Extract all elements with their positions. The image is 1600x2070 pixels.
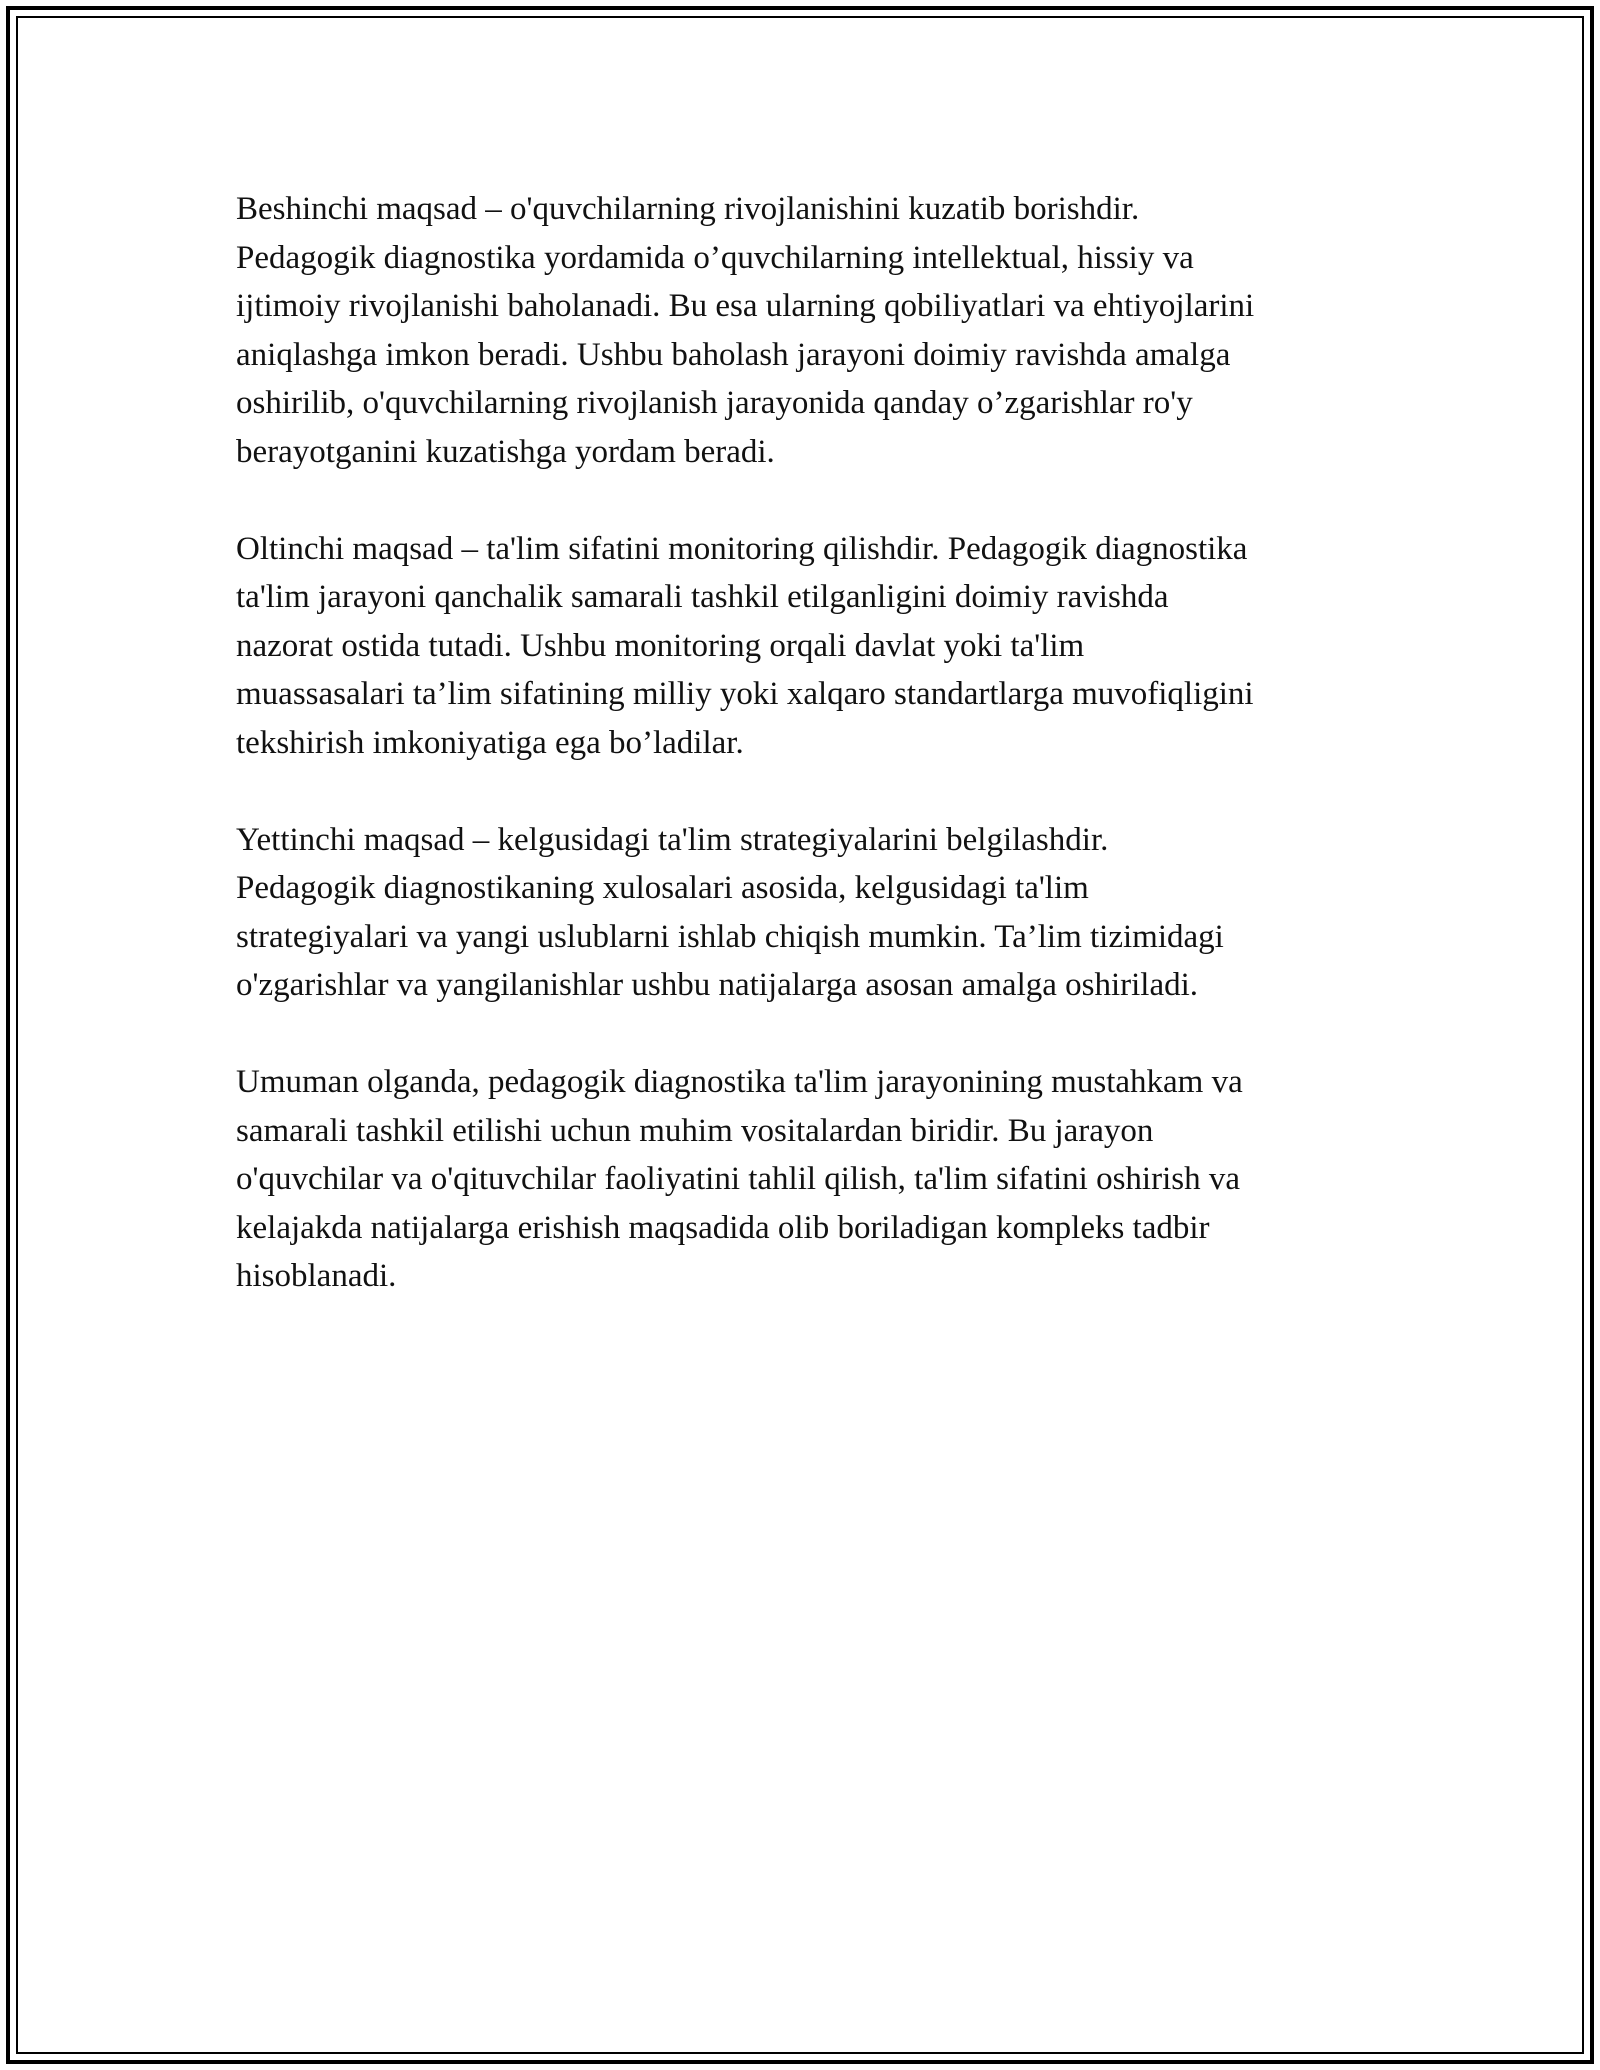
text-line: Pedagogik diagnostika yordamida o’quvchilarning intellektual, hissiy va: [236, 239, 1194, 276]
text-line: Oltinchi maqsad – ta'lim sifatini monitoring qilishdir. Pedagogik diagnostika: [236, 530, 1248, 567]
text-line: strategiyalari va yangi uslublarni ishlab chiqish mumkin. Ta’lim tizimidagi: [236, 918, 1224, 955]
text-line: tekshirish imkoniyatiga ega bo’ladilar.: [236, 724, 744, 761]
text-line: hisoblanadi.: [236, 1258, 397, 1294]
text-line: samarali tashkil etilishi uchun muhim vositalardan biridir. Bu jarayon: [236, 1112, 1154, 1149]
text-line: oshirilib, o'quvchilarning rivojlanish jarayonida qanday o’zgarishlar ro'y: [236, 385, 1193, 421]
paragraph-yettinchi-maqsad: [236, 816, 1386, 1010]
text-line: nazorat ostida tutadi. Ushbu monitoring orqali davlat yoki ta'lim: [236, 627, 1085, 664]
text-line: Umuman olganda, pedagogik diagnostika ta'lim jarayonining mustahkam va: [236, 1064, 1243, 1100]
paragraph-beshinchi-maqsad: [236, 185, 1386, 476]
text-line: Pedagogik diagnostikaning xulosalari asosida, kelgusidagi ta'lim: [236, 870, 1089, 906]
text-line: o'zgarishlar va yangilanishlar ushbu natijalarga asosan amalga oshiriladi.: [236, 967, 1199, 1003]
text-line: muassasalari ta’lim sifatining milliy yoki xalqaro standartlarga muvofiqligini: [236, 676, 1254, 712]
text-line: kelajakda natijalarga erishish maqsadida olib boriladigan kompleks tadbir: [236, 1209, 1210, 1246]
text-line: Yettinchi maqsad – kelgusidagi ta'lim strategiyalarini belgilashdir.: [236, 821, 1109, 858]
text-line: o'quvchilar va o'qituvchilar faoliyatini tahlil qilish, ta'lim sifatini oshirish va: [236, 1161, 1240, 1197]
text-line: aniqlashga imkon beradi. Ushbu baholash jarayoni doimiy ravishda amalga: [236, 336, 1231, 373]
text-line: ta'lim jarayoni qanchalik samarali tashkil etilganligini doimiy ravishda: [236, 579, 1169, 615]
text-line: Beshinchi maqsad – o'quvchilarning rivojlanishini kuzatib borishdir.: [236, 191, 1140, 227]
document-body: [236, 185, 1386, 1349]
text-line: berayotganini kuzatishga yordam beradi.: [236, 433, 775, 470]
text-line: ijtimoiy rivojlanishi baholanadi. Bu esa ularning qobiliyatlari va ehtiyojlarini: [236, 288, 1255, 324]
paragraph-oltinchi-maqsad: [236, 525, 1386, 768]
paragraph-umuman-olganda: [236, 1058, 1386, 1301]
